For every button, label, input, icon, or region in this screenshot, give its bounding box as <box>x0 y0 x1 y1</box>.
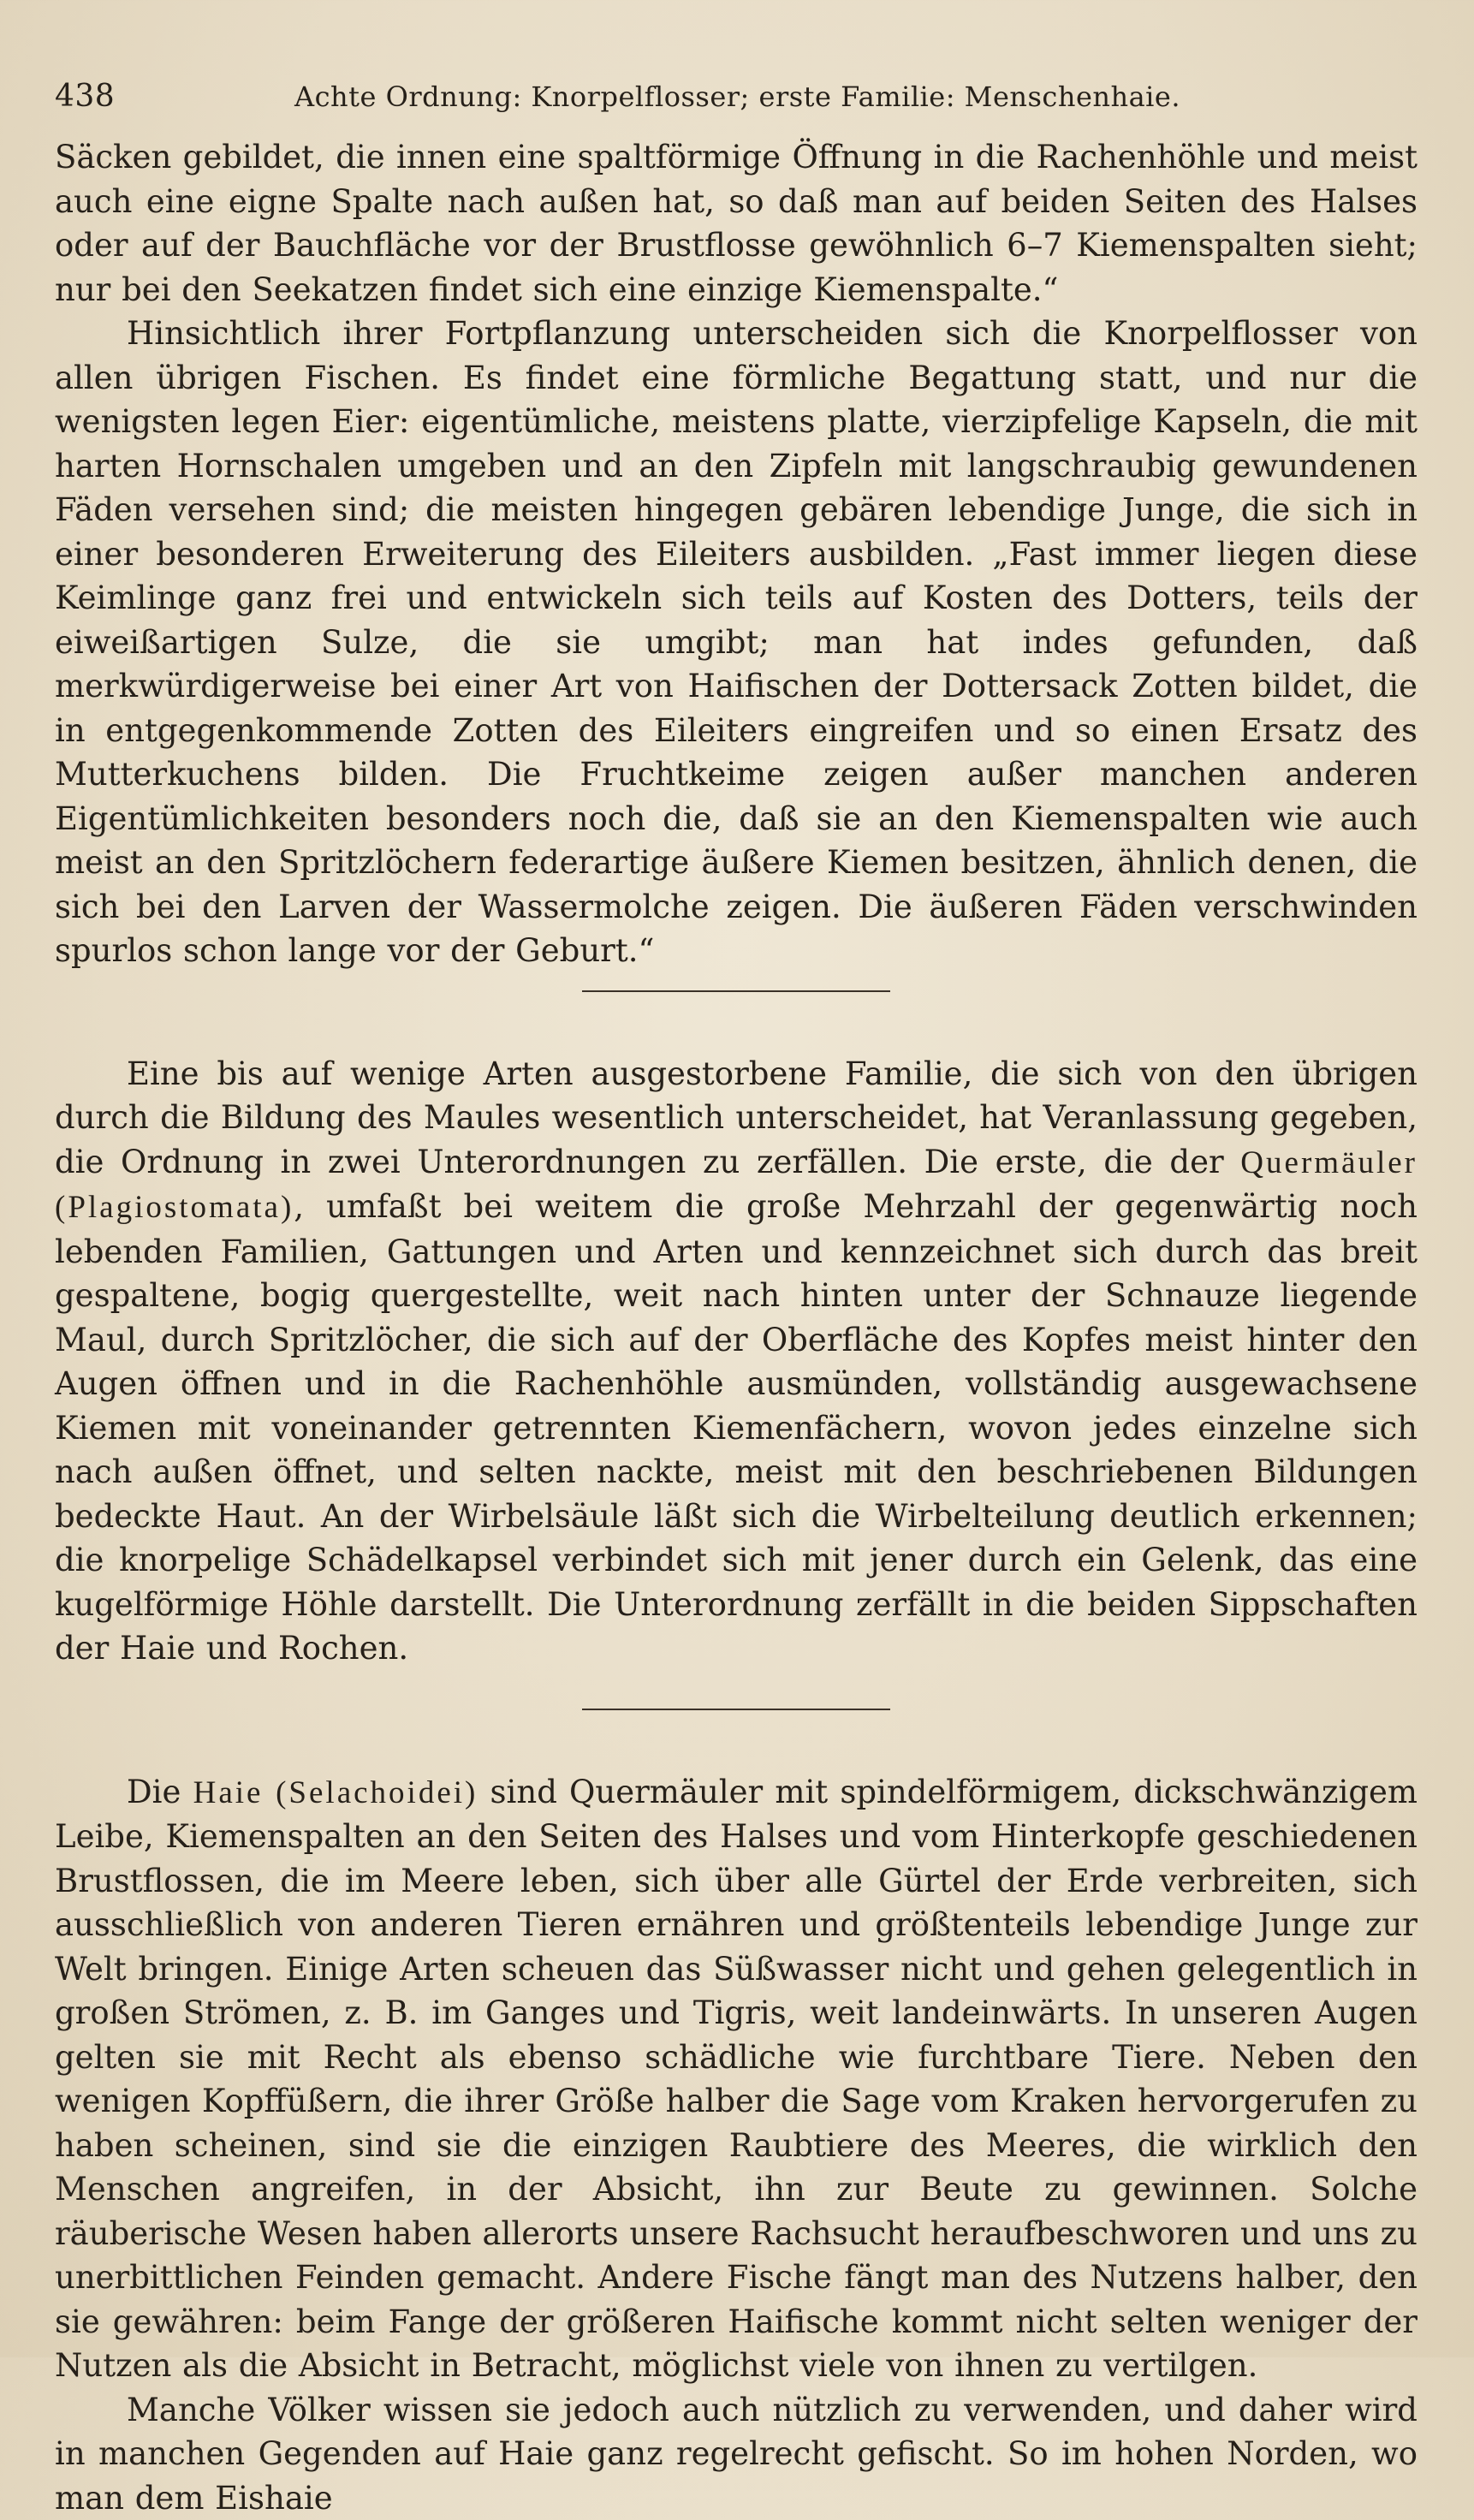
paragraph-intro: Eine bis auf wenige Arten ausgestorbene Familie, die sich von den übrigen durch die Bildung des Maules wesentlich unterscheidet, hat Veranlassung gegeben, die Ordnung in zwei Unterordnungen zu zerfällen. Die erste, die der <box>55 1055 1418 1180</box>
paragraph-rest: , umfaßt bei weitem die große Mehrzahl der gegenwärtig noch lebenden Familien, Gattungen und Arten und kennzeichnet sich durch das breit gespaltene, bogig quergestellte, weit nach hinten unter der Schnauze liegende Maul, durch Spritzlöcher, die sich auf der Oberfläche des Kopfes meist hinter den Augen öffnen und in die Rachenhöhle ausmünden, vollständig ausgewachsene Kiemen mit voneinander getrennten Kiemenfächern, wovon jedes einzelne sich nach außen öffnet, und selten nackte, meist mit den beschriebenen Bildungen bedeckte Haut. An der Wirbelsäule läßt sich die Wirbelteilung deutlich erkennen; die knorpelige Schädelkapsel verbindet sich mit jener durch ein Gelenk, das eine kugelförmige Höhle darstellt. Die Unterordnung zerfällt in die beiden Sippschaften der Haie und Rochen. <box>55 1188 1418 1667</box>
text-block-3 <box>55 1770 1418 2520</box>
paragraph-quermaeuler <box>55 1052 1418 1671</box>
running-head: Achte Ordnung: Knorpelflosser; erste Familie: Menschenhaie. <box>243 80 1418 113</box>
paragraph-continued: Säcken gebildet, die innen eine spaltförmige Öffnung in die Rachenhöhle und meist auch eine eigne Spalte nach außen hat, so daß man auf beiden Seiten des Halses oder auf der Bauchfläche vor der Brustflosse gewöhnlich 6–7 Kiemenspalten sieht; nur bei den Seekatzen findet sich eine einzige Kiemenspalte.“ <box>55 135 1418 312</box>
paragraph-reproduction: Hinsichtlich ihrer Fortpflanzung unterscheiden sich die Knorpelflosser von allen übrigen Fischen. Es findet eine förmliche Begattung statt, und nur die wenigsten legen Eier: eigentümliche, meistens platte, vierzipfelige Kapseln, die mit harten Hornschalen umgeben und an den Zipfeln mit langschraubig gewundenen Fäden versehen sind; die meisten hingegen gebären lebendige Junge, die sich in einer besonderen Erweiterung des Eileiters ausbilden. „Fast immer liegen diese Keimlinge ganz frei und entwickeln sich teils auf Kosten des Dotters, teils der eiweißartigen Sulze, die sie umgibt; man hat indes gefunden, daß merkwürdigerweise bei einer Art von Haifischen der Dottersack Zotten bildet, die in entgegenkommende Zotten des Eileiters eingreifen und so einen Ersatz des Mutterkuchens bilden. Die Fruchtkeime zeigen außer manchen anderen Eigentümlichkeiten besonders noch die, daß sie an den Kiemenspalten wie auch meist an den Spritzlöchern federartige äußere Kiemen besitzen, ähnlich denen, die sich bei den Larven der Wassermolche zeigen. Die äußeren Fäden verschwinden spurlos schon lange vor der Geburt.“ <box>55 312 1418 973</box>
text-block-1 <box>55 135 1418 973</box>
book-page <box>55 79 1418 2520</box>
section-divider <box>582 990 890 992</box>
section-divider <box>582 1709 890 1710</box>
term-quermaeuler: Quermäuler (Plagiostomata) <box>55 1145 1418 1226</box>
page-header <box>55 79 1418 135</box>
page-number: 438 <box>55 79 243 114</box>
paragraph-fishing: Manche Völker wissen sie jedoch auch nützlich zu verwenden, und daher wird in manchen Gegenden auf Haie ganz regelrecht gefischt. So im hohen Norden, wo man dem Eishaie <box>55 2388 1418 2520</box>
paragraph-rest: sind Quermäuler mit spindelförmigem, dickschwänzigem Leibe, Kiemenspalten an den Seiten des Halses und vom Hinterkopfe geschiedenen Brustflossen, die im Meere leben, sich über alle Gürtel der Erde verbreiten, sich ausschließlich von anderen Tieren ernähren und größtenteils lebendige Junge zur Welt bringen. Einige Arten scheuen das Süßwasser nicht und gehen gelegentlich in großen Strömen, z. B. im Ganges und Tigris, weit landeinwärts. In unseren Augen gelten sie mit Recht als ebenso schädliche wie furchtbare Tiere. Neben den wenigen Kopffüßern, die ihrer Größe halber die Sage vom Kraken hervorgerufen zu haben scheinen, sind sie die einzigen Raubtiere des Meeres, die wirklich den Menschen angreifen, in der Absicht, ihn zur Beute zu gewinnen. Solche räuberische Wesen haben allerorts unsere Rachsucht heraufbeschworen und uns zu unerbittlichen Feinden gemacht. Andere Fische fängt man des Nutzens halber, den sie gewähren: beim Fange der größeren Haifische kommt nicht selten weniger der Nutzen als die Absicht in Betracht, möglichst viele von ihnen zu vertilgen. <box>55 1774 1418 2385</box>
paragraph-intro: Die <box>127 1774 181 1810</box>
term-haie: Haie (Selachoidei) <box>193 1775 478 1810</box>
text-block-2 <box>55 1052 1418 1671</box>
paragraph-haie <box>55 1770 1418 2388</box>
